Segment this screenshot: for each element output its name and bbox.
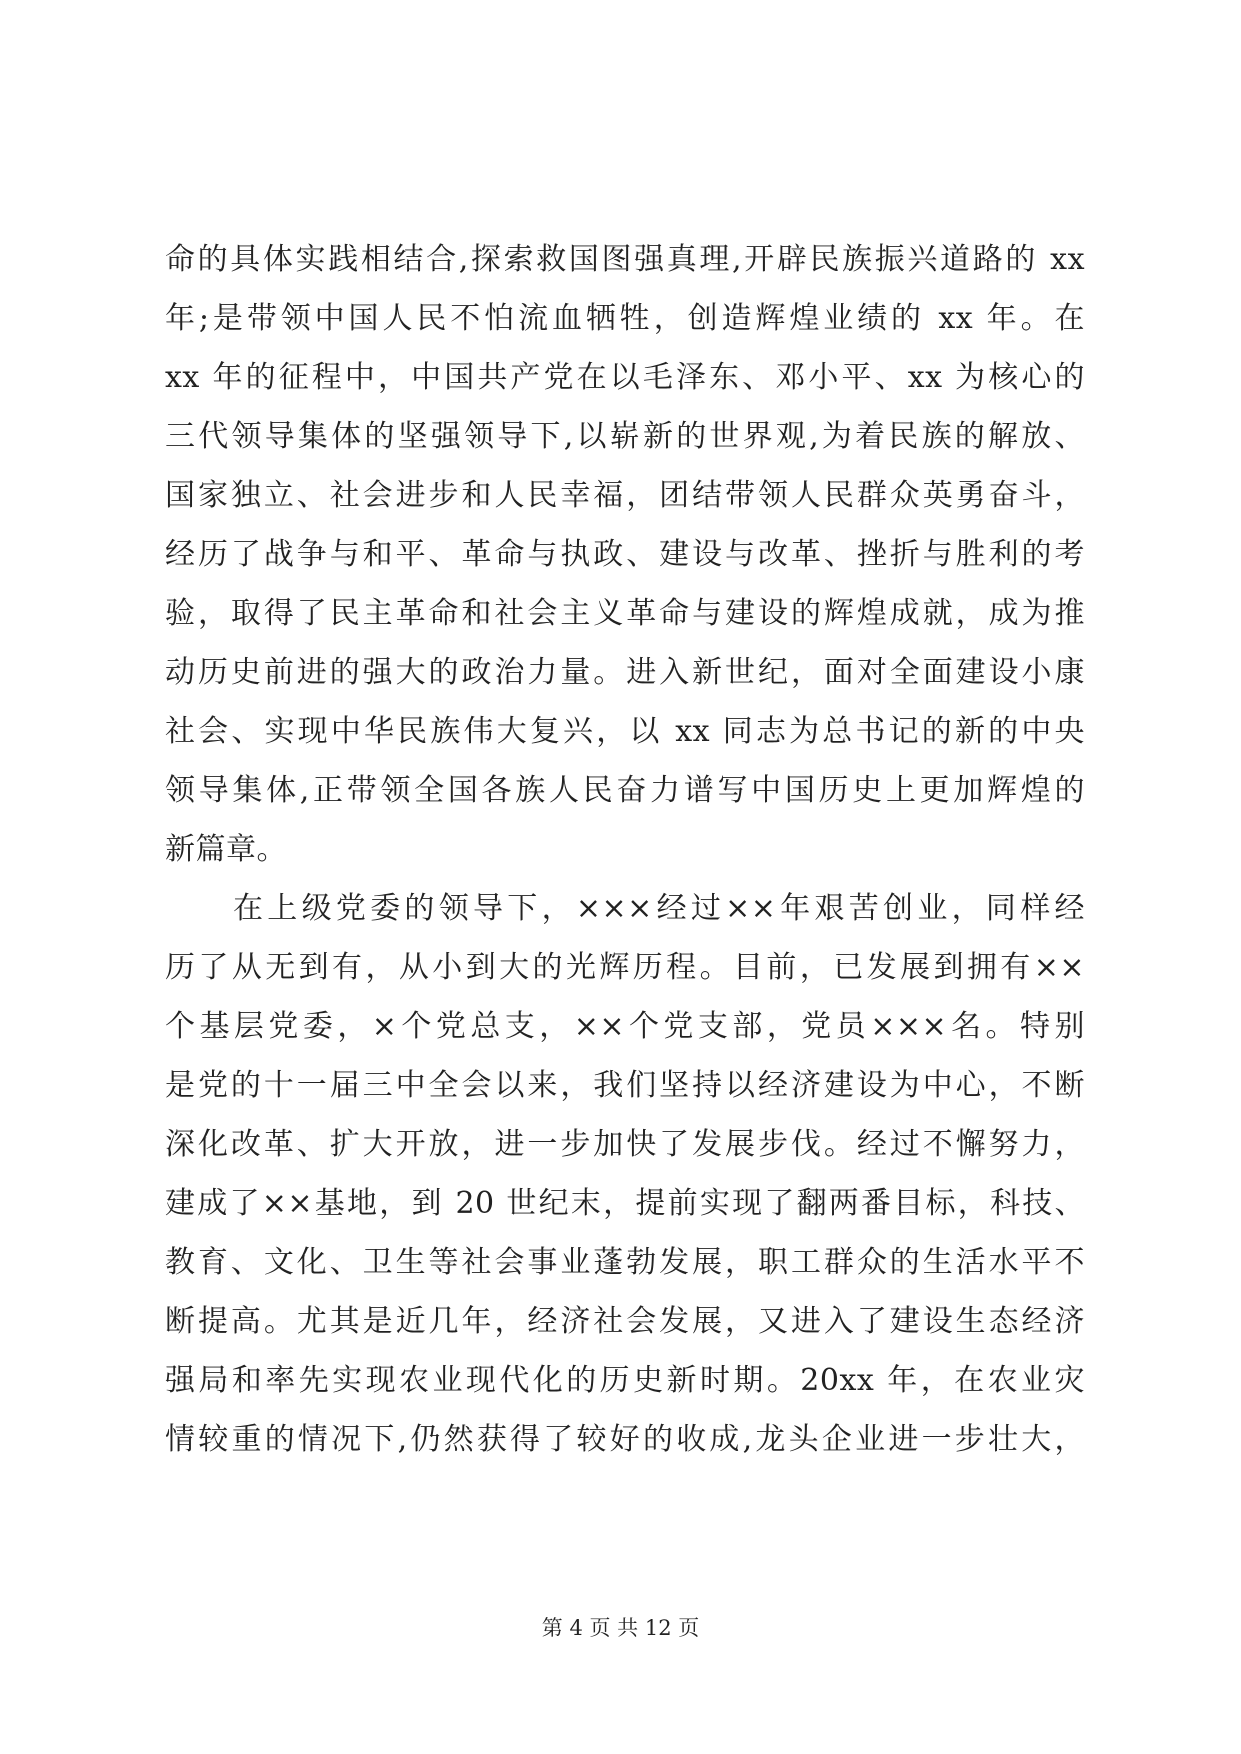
text-line: 深化改革、扩大开放，进一步加快了发展步伐。经过不懈努力，: [165, 1127, 1085, 1162]
text-line: 断提高。尤其是近几年，经济社会发展，又进入了建设生态经济: [165, 1304, 1085, 1339]
text-line: 验，取得了民主革命和社会主义革命与建设的辉煌成就，成为推: [165, 596, 1085, 631]
text-line: 情较重的情况下,仍然获得了较好的收成,龙头企业进一步壮大，: [165, 1422, 1085, 1457]
text-line: 国家独立、社会进步和人民幸福，团结带领人民群众英勇奋斗，: [165, 478, 1085, 513]
text-line: 历了从无到有，从小到大的光辉历程。目前，已发展到拥有××: [165, 950, 1085, 985]
text-line: 新篇章。: [165, 832, 287, 867]
text-line: 命的具体实践相结合,探索救国图强真理,开辟民族振兴道路的 xx: [165, 242, 1085, 277]
text-line: 教育、文化、卫生等社会事业蓬勃发展，职工群众的生活水平不: [165, 1245, 1085, 1280]
text-line: 社会、实现中华民族伟大复兴，以 xx 同志为总书记的新的中央: [165, 714, 1085, 749]
document-body: [165, 230, 1085, 1469]
page-number-footer: 第 4 页 共 12 页: [541, 1616, 700, 1640]
text-line: 领导集体,正带领全国各族人民奋力谱写中国历史上更加辉煌的: [165, 773, 1085, 808]
paragraph-1: [165, 230, 1085, 879]
text-line: 三代领导集体的坚强领导下,以崭新的世界观,为着民族的解放、: [165, 419, 1085, 454]
text-line: 年;是带领中国人民不怕流血牺牲，创造辉煌业绩的 xx 年。在: [165, 301, 1085, 336]
text-line: 动历史前进的强大的政治力量。进入新世纪，面对全面建设小康: [165, 655, 1085, 690]
text-line: 强局和率先实现农业现代化的历史新时期。20xx 年，在农业灾: [165, 1363, 1085, 1398]
paragraph-2: [165, 879, 1085, 1469]
text-line: 是党的十一届三中全会以来，我们坚持以经济建设为中心，不断: [165, 1068, 1085, 1103]
text-line: xx 年的征程中，中国共产党在以毛泽东、邓小平、xx 为核心的: [165, 360, 1085, 395]
text-line: 建成了××基地，到 20 世纪末，提前实现了翻两番目标，科技、: [165, 1186, 1085, 1221]
text-line: 个基层党委，×个党总支，××个党支部，党员×××名。特别: [165, 1009, 1085, 1044]
text-line: 经历了战争与和平、革命与执政、建设与改革、挫折与胜利的考: [165, 537, 1085, 572]
text-line: 在上级党委的领导下，×××经过××年艰苦创业，同样经: [233, 891, 1085, 926]
